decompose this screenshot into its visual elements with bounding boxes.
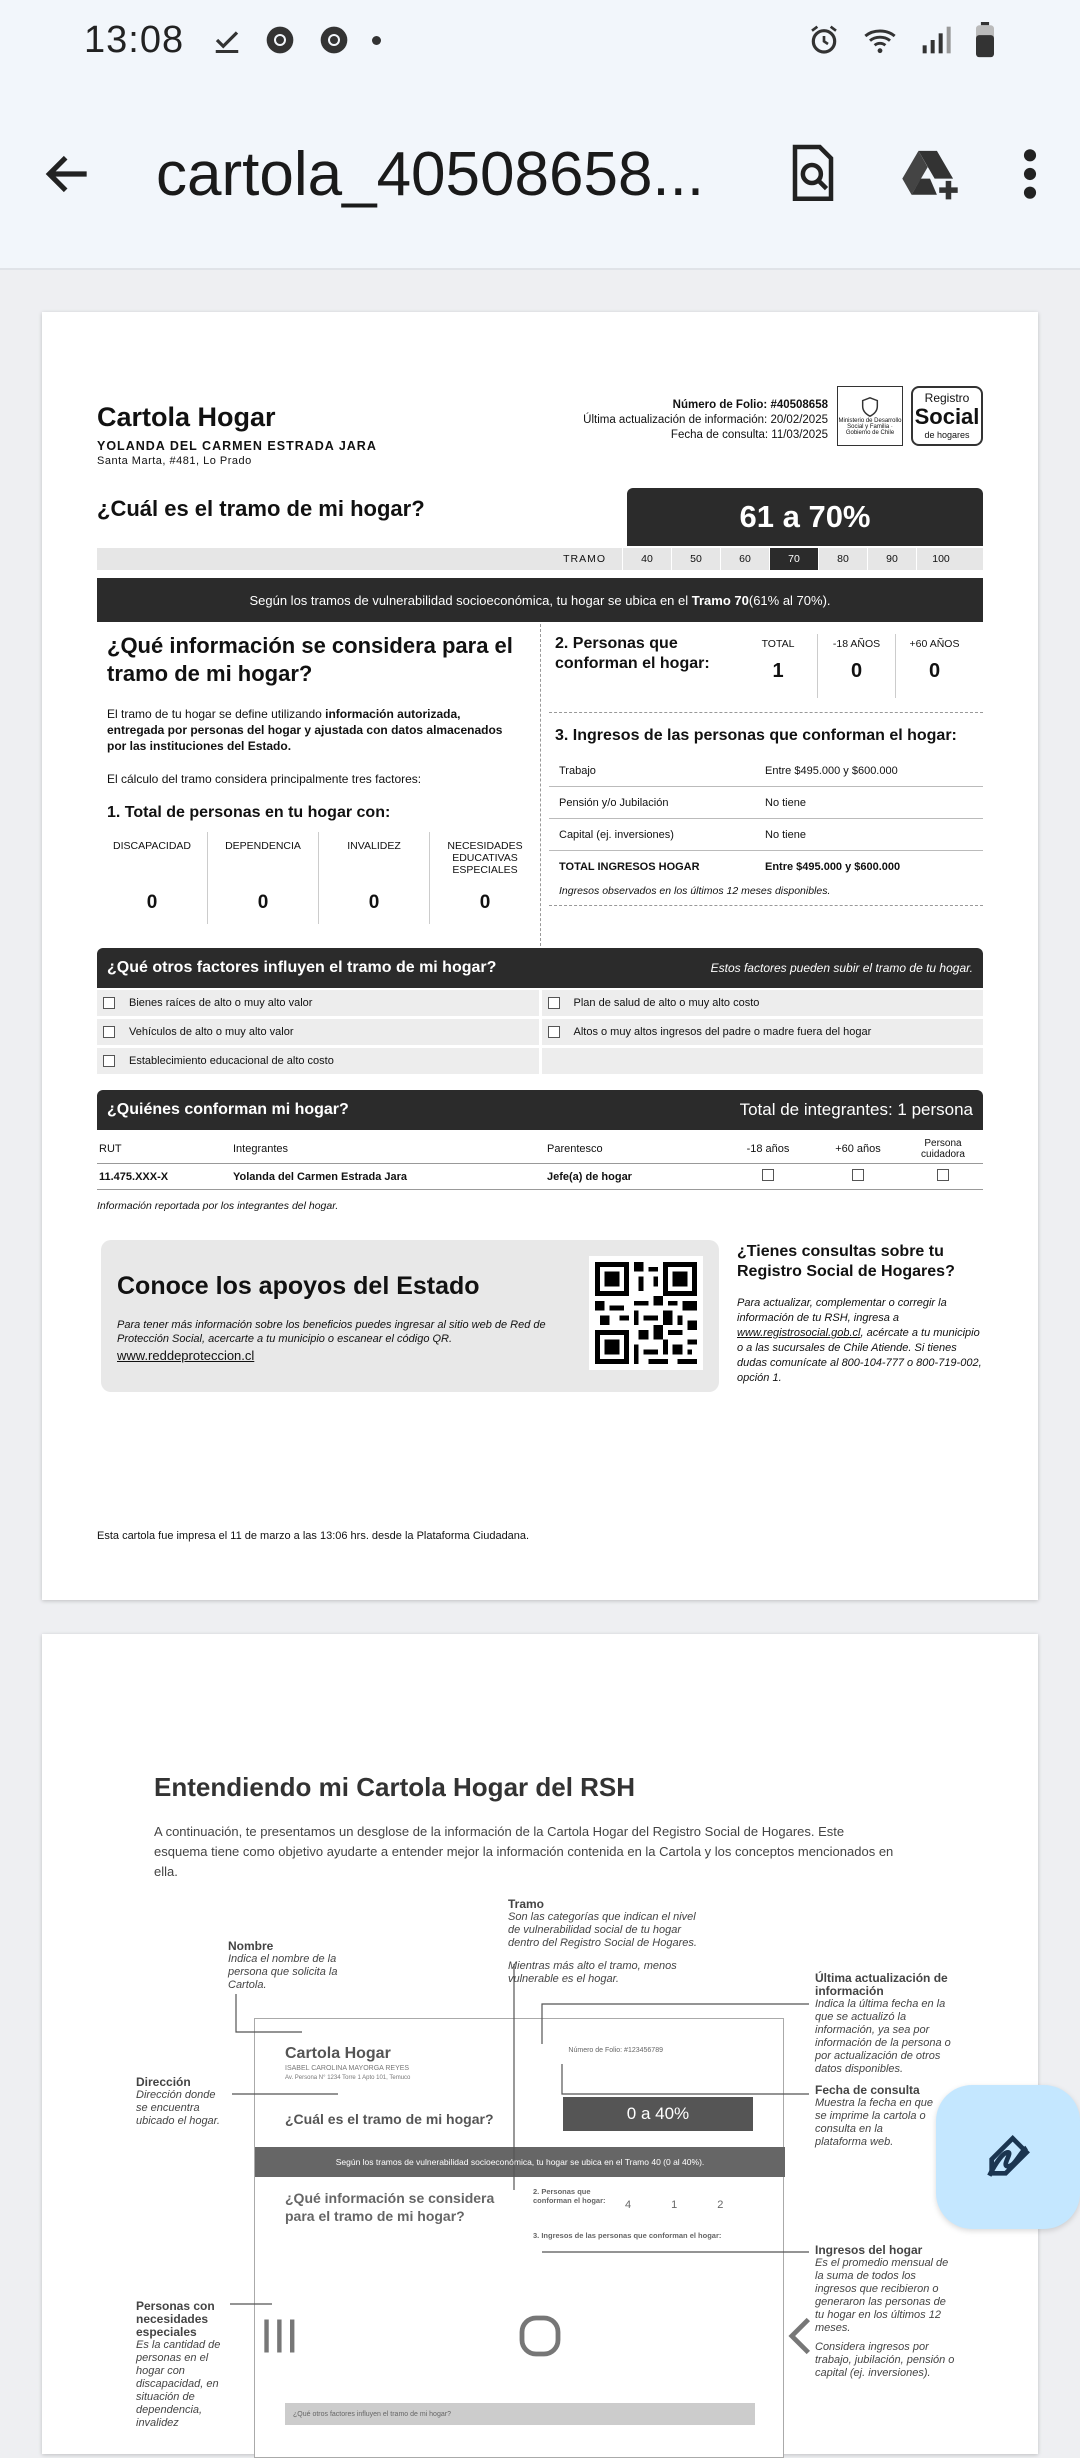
income-value: No tiene bbox=[765, 828, 806, 841]
rsh-logo-line2: Social bbox=[914, 404, 980, 429]
income-table bbox=[549, 755, 983, 906]
info-column bbox=[97, 624, 541, 956]
back-nav-icon[interactable] bbox=[779, 2314, 823, 2358]
factor-value: 0 bbox=[257, 892, 269, 913]
mini-persons-total: 4 bbox=[625, 2199, 632, 2211]
banner-text-pre: Según los tramos de vulnerabilidad socioeconómica, tu hogar se ubica en el bbox=[249, 592, 689, 608]
consult-label: Fecha de consulta: bbox=[670, 429, 769, 441]
income-value: Entre $495.000 y $600.000 bbox=[765, 764, 898, 777]
consultas-text bbox=[737, 1296, 983, 1386]
checkbox-icon bbox=[548, 997, 560, 1009]
chrome-icon bbox=[264, 24, 296, 56]
consultas-link[interactable]: www.registrosocial.gob.cl bbox=[737, 1327, 861, 1339]
persons-over-60 bbox=[895, 634, 973, 698]
doc-header bbox=[97, 402, 377, 467]
income-value: No tiene bbox=[765, 796, 806, 809]
persons-label: -18 AÑOS bbox=[832, 638, 881, 650]
checkbox-icon bbox=[937, 1169, 949, 1181]
download-done-icon bbox=[212, 25, 242, 55]
checkbox-icon bbox=[103, 997, 115, 1009]
annot-nee-title: Personas con necesidades especiales bbox=[136, 2299, 215, 2339]
tramo-question: ¿Cuál es el tramo de mi hogar? bbox=[97, 496, 425, 521]
otros-item bbox=[97, 1048, 539, 1074]
tramo-cell-70-active: 70 bbox=[769, 548, 818, 570]
mini-name: ISABEL CAROLINA MAYORGA REYES bbox=[285, 2065, 410, 2072]
checkbox-icon bbox=[103, 1055, 115, 1067]
cartola-title: Cartola Hogar bbox=[97, 402, 276, 432]
mini-persons-over-60: 2 bbox=[717, 2199, 724, 2211]
otros-title: ¿Qué otros factores influyen el tramo de mi hogar? bbox=[107, 959, 497, 976]
factor-value: 0 bbox=[479, 892, 491, 913]
apoyos-box bbox=[101, 1240, 719, 1392]
quienes-header bbox=[97, 1090, 983, 1130]
quienes-title: ¿Quiénes conforman mi hogar? bbox=[107, 1101, 349, 1118]
checkbox-icon bbox=[762, 1169, 774, 1181]
income-row bbox=[549, 819, 983, 851]
persons-label: +60 AÑOS bbox=[909, 638, 960, 650]
tramo-value-box bbox=[627, 488, 983, 546]
chrome-icon-2 bbox=[318, 24, 350, 56]
mini-otros: ¿Qué otros factores influyen el tramo de mi hogar? bbox=[285, 2403, 755, 2425]
quienes-total: Total de integrantes: 1 persona bbox=[739, 1100, 973, 1119]
gobierno-shield-icon bbox=[859, 396, 881, 418]
col-parentesco: Parentesco bbox=[547, 1142, 603, 1155]
member-over-60 bbox=[813, 1169, 903, 1184]
folio-label: Número de Folio: bbox=[672, 399, 768, 411]
otros-factores-bar bbox=[97, 948, 983, 988]
factor-label: DEPENDENCIA bbox=[225, 840, 301, 852]
checkbox-icon bbox=[548, 1026, 560, 1038]
update-date: 20/02/2025 bbox=[770, 414, 828, 426]
line-nombre bbox=[236, 1994, 302, 2032]
annot-direccion-title: Dirección bbox=[136, 2075, 191, 2089]
member-rut: 11.475.XXX-X bbox=[99, 1170, 169, 1183]
factor-discapacidad bbox=[97, 832, 207, 924]
gobierno-logo bbox=[837, 386, 903, 446]
print-footer: Esta cartola fue impresa el 11 de marzo a las 13:06 hrs. desde la Plataforma Ciudadana. bbox=[97, 1530, 530, 1542]
tramo-scale bbox=[97, 548, 983, 570]
persons-value: 1 bbox=[772, 660, 784, 682]
banner-text-bold: Tramo 70 bbox=[691, 592, 749, 608]
draw-pen-icon bbox=[980, 2129, 1036, 2185]
factor-dependencia bbox=[207, 832, 318, 924]
factor-label: INVALIDEZ bbox=[347, 840, 401, 852]
add-to-drive-icon[interactable] bbox=[900, 146, 960, 202]
persons-total bbox=[739, 634, 817, 698]
otros-item bbox=[542, 990, 984, 1016]
line-ultima bbox=[542, 2004, 809, 2044]
holder-name: YOLANDA DEL CARMEN ESTRADA JARA bbox=[97, 439, 377, 453]
persons-label: TOTAL bbox=[761, 638, 795, 650]
more-notifications-dot-icon bbox=[372, 36, 381, 45]
system-icons bbox=[808, 22, 996, 58]
factor-nee bbox=[429, 832, 540, 924]
apoyos-link[interactable]: www.reddeproteccion.cl bbox=[117, 1348, 255, 1363]
checkbox-icon bbox=[103, 1026, 115, 1038]
otros-row bbox=[97, 1019, 983, 1045]
annotate-fab[interactable] bbox=[936, 2085, 1080, 2229]
mini-tramo-value: 0 a 40% bbox=[626, 2104, 690, 2123]
tramo-cell-100: 100 bbox=[916, 548, 965, 570]
document-title: cartola_40508658... bbox=[156, 139, 705, 209]
checkbox-icon bbox=[852, 1169, 864, 1181]
folio-number: #40508658 bbox=[770, 399, 828, 411]
factor-value: 0 bbox=[146, 892, 158, 913]
otros-label: Establecimiento educacional de alto costo bbox=[129, 1055, 334, 1067]
banner-text-post: (61% al 70%). bbox=[748, 592, 831, 608]
tramo-cell-50: 50 bbox=[671, 548, 720, 570]
income-key: TOTAL INGRESOS HOGAR bbox=[559, 861, 700, 873]
mini-question: ¿Cuál es el tramo de mi hogar? bbox=[285, 2111, 494, 2127]
members-header-row bbox=[97, 1134, 983, 1164]
tramo-cell-80: 80 bbox=[818, 548, 867, 570]
annot-fecha-desc: Muestra la fecha en que se imprime la cartola o consulta en la plataforma web. bbox=[815, 2097, 934, 2148]
section-2-title: 2. Personas que conforman el hogar: bbox=[555, 635, 710, 672]
income-value: Entre $495.000 y $600.000 bbox=[765, 861, 901, 873]
income-key: Capital (ej. inversiones) bbox=[559, 828, 674, 841]
otros-item-empty bbox=[542, 1048, 984, 1074]
battery-icon bbox=[974, 22, 996, 58]
factors-row bbox=[97, 832, 540, 924]
annot-nombre-desc: Indica el nombre de la persona que solicita la Cartola. bbox=[228, 1953, 338, 1991]
annot-direccion-desc: Dirección donde se encuentra ubicado el hogar. bbox=[136, 2089, 220, 2127]
factor-value: 0 bbox=[368, 892, 380, 913]
tramo-cell-40: 40 bbox=[622, 548, 671, 570]
mini-persons-title: 2. Personas que conforman el hogar: bbox=[533, 2187, 606, 2205]
signal-icon bbox=[920, 24, 952, 56]
system-nav-bar bbox=[0, 2272, 1080, 2400]
annot-ultima-title: Última actualización de información bbox=[815, 1971, 948, 1998]
mini-address: Av. Persona N° 1234 Torre 1 Apto 101, Temuco bbox=[285, 2075, 411, 2081]
annot-nombre-title: Nombre bbox=[228, 1939, 274, 1953]
col-under-18: -18 años bbox=[746, 1142, 790, 1155]
member-relationship: Jefe(a) de hogar bbox=[547, 1170, 632, 1183]
registro-social-logo bbox=[911, 386, 983, 446]
otros-row bbox=[97, 1048, 983, 1074]
annot-fecha-title: Fecha de consulta bbox=[815, 2083, 920, 2097]
annot-tramo-desc2: Mientras más alto el tramo, menos vulnerable es el hogar. bbox=[508, 1960, 677, 1985]
factor-invalidez bbox=[318, 832, 429, 924]
member-name: Yolanda del Carmen Estrada Jara bbox=[233, 1170, 408, 1183]
gobierno-logo-text: Ministerio de Desarrollo Social y Familia · Gobierno de Chile bbox=[838, 418, 902, 436]
info-question: ¿Qué información se considera para el tramo de mi hogar? bbox=[107, 633, 513, 686]
persons-value: 0 bbox=[928, 660, 941, 682]
mini-persons-under-18: 1 bbox=[671, 2199, 678, 2211]
otros-item bbox=[97, 990, 539, 1016]
tramo-cell-60: 60 bbox=[720, 548, 769, 570]
status-bar bbox=[0, 0, 1080, 80]
income-row bbox=[549, 787, 983, 819]
factor-label: DISCAPACIDAD bbox=[113, 840, 191, 852]
pdf-page-1 bbox=[42, 312, 1038, 1600]
tramo-value: 61 a 70% bbox=[739, 499, 871, 534]
apoyos-title: Conoce los apoyos del Estado bbox=[117, 1272, 480, 1300]
consultas-title: ¿Tienes consultas sobre tu Registro Social de Hogares? bbox=[737, 1243, 955, 1280]
qr-code-icon bbox=[595, 1262, 697, 1364]
wifi-icon bbox=[862, 24, 898, 56]
alarm-icon bbox=[808, 24, 840, 56]
consultas-block bbox=[737, 1242, 983, 1386]
persons-value: 0 bbox=[850, 660, 863, 682]
income-total-row bbox=[549, 851, 983, 883]
otros-label: Plan de salud de alto o muy alto costo bbox=[573, 997, 760, 1009]
household-column bbox=[549, 624, 983, 906]
mini-banner: Según los tramos de vulnerabilidad socioeconómica, tu hogar se ubica en el Tramo 40 (0 al 40%). bbox=[255, 2147, 785, 2177]
info-p1-a: El tramo de tu hogar se define utilizando bbox=[107, 707, 326, 721]
annot-tramo-desc: Son las categorías que indican el nivel de vulnerabilidad social de tu hogar dentro del Registro Social de Hogares. bbox=[508, 1911, 697, 1949]
info-paragraph-1 bbox=[97, 688, 540, 754]
otros-label: Vehículos de alto o muy alto valor bbox=[129, 1026, 294, 1038]
col-rut: RUT bbox=[99, 1142, 122, 1155]
consultas-text-b: , acércate a tu municipio o a las sucursales de Chile Atiende. Si tienes dudas comunícate al 800-104-777 o 800-719-002, opción 1. bbox=[737, 1327, 982, 1384]
annot-ingresos-desc2: Considera ingresos por trabajo, jubilación, pensión o capital (ej. inversiones). bbox=[815, 2341, 955, 2379]
rsh-logo-line3: de hogares bbox=[924, 430, 970, 440]
recent-apps-icon[interactable] bbox=[257, 2314, 301, 2358]
annot-tramo-title: Tramo bbox=[508, 1897, 545, 1911]
otros-factores-list bbox=[97, 990, 983, 1077]
mini-info-question: ¿Qué información se considera para el tramo de mi hogar? bbox=[285, 2190, 495, 2224]
more-options-icon[interactable] bbox=[1020, 146, 1040, 202]
otros-label: Altos o muy altos ingresos del padre o madre fuera del hogar bbox=[573, 1026, 872, 1038]
annot-ingresos-title: Ingresos del hogar bbox=[815, 2243, 923, 2257]
status-time: 13:08 bbox=[84, 18, 185, 61]
rsh-logo-line1: Registro bbox=[924, 391, 970, 405]
tramo-banner bbox=[97, 578, 983, 622]
qr-code bbox=[589, 1256, 703, 1370]
factor-label: NECESIDADES EDUCATIVAS ESPECIALES bbox=[447, 840, 523, 876]
otros-item bbox=[97, 1019, 539, 1045]
mini-ingresos-title: 3. Ingresos de las personas que conforman el hogar: bbox=[533, 2231, 722, 2240]
section-1-title: 1. Total de personas en tu hogar con: bbox=[107, 804, 391, 821]
notification-icons bbox=[212, 24, 381, 56]
back-arrow-icon[interactable] bbox=[40, 146, 96, 202]
otros-item bbox=[542, 1019, 984, 1045]
tramo-cell-90: 90 bbox=[867, 548, 916, 570]
tramo-scale-label: TRAMO bbox=[563, 553, 606, 565]
members-table bbox=[97, 1134, 983, 1212]
annot-nee-desc: Es la cantidad de personas en el hogar con discapacidad, en situación de dependencia, invalidez bbox=[136, 2339, 221, 2429]
search-document-icon[interactable] bbox=[786, 144, 840, 204]
persons-under-18 bbox=[817, 634, 895, 698]
annot-ultima-desc: Indica la última fecha en la que se actualizó la información, ya sea por información de la persona o por actualización de otros datos disponibles. bbox=[815, 1998, 951, 2075]
income-row bbox=[549, 755, 983, 787]
col-cuidadora: Persona cuidadora bbox=[921, 1137, 965, 1160]
income-key: Trabajo bbox=[559, 764, 596, 777]
update-label: Última actualización de información: bbox=[583, 414, 768, 426]
otros-label: Bienes raíces de alto o muy alto valor bbox=[129, 997, 313, 1009]
holder-address: Santa Marta, #481, Lo Prado bbox=[97, 455, 252, 467]
col-over-60: +60 años bbox=[835, 1142, 881, 1155]
persons-block bbox=[549, 624, 983, 698]
member-cuidadora bbox=[903, 1169, 983, 1184]
consult-date: 11/03/2025 bbox=[771, 429, 828, 441]
section-3-title: 3. Ingresos de las personas que conforman el hogar: bbox=[549, 712, 983, 745]
info-paragraph-2: El cálculo del tramo considera principalmente tres factores: bbox=[107, 772, 422, 786]
page2-title: Entendiendo mi Cartola Hogar del RSH bbox=[154, 1772, 636, 1802]
members-note: Información reportada por los integrantes del hogar. bbox=[97, 1200, 339, 1212]
income-key: Pensión y/o Jubilación bbox=[559, 796, 669, 809]
income-note: Ingresos observados en los últimos 12 meses disponibles. bbox=[549, 883, 983, 906]
apoyos-text: Para tener más información sobre los beneficios puedes ingresar al sitio web de Red de Protección Social, acercarte a tu municipio o escanear el código QR. bbox=[117, 1319, 546, 1345]
annot-ingresos-desc: Es el promedio mensual de la suma de todos los ingresos que recibieron o generaron las personas de tu hogar en los últimos 12 meses. bbox=[815, 2257, 949, 2334]
folio-block bbox=[583, 398, 828, 443]
app-top-bar bbox=[0, 80, 1080, 270]
col-integrantes: Integrantes bbox=[233, 1142, 289, 1155]
otros-row bbox=[97, 990, 983, 1016]
mini-title: Cartola Hogar bbox=[285, 2045, 391, 2062]
info-p1-b: información autorizada, entregada por personas del hogar y ajustada con datos almacenados por las instituciones del Estado. bbox=[107, 707, 503, 753]
line-fecha bbox=[562, 2064, 809, 2094]
toolbar-actions bbox=[786, 144, 1040, 204]
consultas-text-a: Para actualizar, complementar o corregir la información de tu RSH, ingresa a bbox=[737, 1297, 947, 1324]
home-icon[interactable] bbox=[516, 2312, 564, 2360]
members-row bbox=[97, 1164, 983, 1190]
page2-intro: A continuación, te presentamos un desglose de la información de la Cartola Hogar del Registro Social de Hogares. Este esquema tiene como objetivo ayudarte a entender mejor la información contenida en la Cartola y los conceptos mencionados en ella. bbox=[154, 1824, 894, 1879]
member-under-18 bbox=[723, 1169, 813, 1184]
otros-note: Estos factores pueden subir el tramo de tu hogar. bbox=[710, 961, 973, 975]
mini-folio: Número de Folio: #123456789 bbox=[568, 2047, 663, 2054]
